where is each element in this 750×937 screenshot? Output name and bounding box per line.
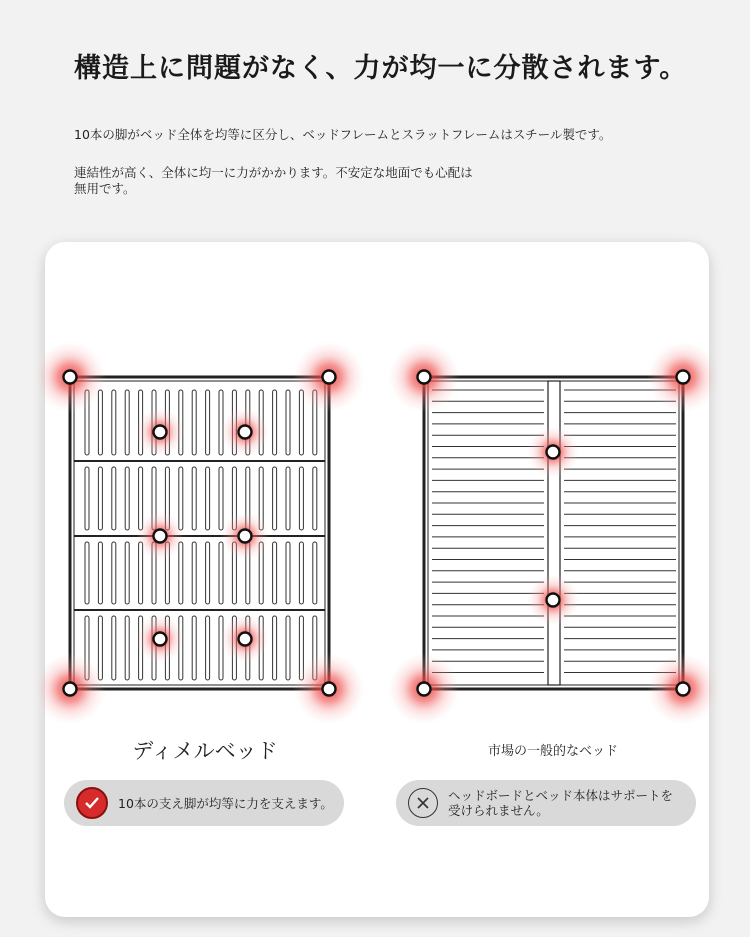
slat [219,616,223,680]
support-point-marker [647,653,719,725]
support-point-marker [221,615,269,663]
support-point-marker [221,512,269,560]
slat [273,616,277,680]
support-point-marker [34,341,106,413]
slat [313,542,317,604]
slat [273,542,277,604]
generic-bed-label: 市場の一般的なベッド [487,744,618,759]
dimel-feature-pill [64,780,344,826]
support-point-marker [293,653,365,725]
slat [125,467,129,530]
slat [98,467,102,530]
support-point-marker [136,408,184,456]
slat [219,390,223,455]
slat [299,542,303,604]
slat [286,542,290,604]
support-point-marker [527,574,579,626]
slat [273,390,277,455]
slat [125,390,129,455]
slat [206,390,210,455]
slat [299,467,303,530]
slat [98,542,102,604]
dimel-feature-text: 10本の支え脚が均等に力を支えます。 [118,795,333,811]
slat [192,467,196,530]
slat [192,390,196,455]
slat [98,390,102,455]
support-point-marker [293,341,365,413]
slat [273,467,277,530]
dimel-bed-label: ディメルベッド [132,739,278,763]
check-icon [76,787,108,819]
slat [85,467,89,530]
support-point-marker [527,426,579,478]
slat [286,390,290,455]
generic-bed-frame [424,377,683,689]
slat [206,467,210,530]
support-point-marker [34,653,106,725]
support-point-marker [388,341,460,413]
slat [112,542,116,604]
slat [192,542,196,604]
slat [112,616,116,680]
slat [179,542,183,604]
page-title: 構造上に問題がなく、力が均一に分散されます。 [74,53,688,84]
slat [286,467,290,530]
slat [286,616,290,680]
generic-feature-pill [396,780,696,826]
support-point-marker [136,615,184,663]
slat [125,542,129,604]
slat [192,616,196,680]
slat [85,542,89,604]
description-paragraph-2: 連結性が高く、全体に均一に力がかかります。不安定な地面でも心配は無用です。 [74,165,473,196]
slat [219,542,223,604]
cross-icon [408,788,438,818]
slat [219,467,223,530]
slat [206,542,210,604]
slat [125,616,129,680]
support-point-marker [136,512,184,560]
slat [179,467,183,530]
generic-feature-text: ヘッドボードとベッド本体はサポートを受けられません。 [448,788,674,818]
dimel-bed-frame [70,377,329,689]
support-point-marker [647,341,719,413]
slat [206,616,210,680]
slat [112,390,116,455]
support-point-marker [388,653,460,725]
slat [313,467,317,530]
support-point-marker [221,408,269,456]
slat [112,467,116,530]
description-paragraph-1: 10本の脚がベッド全体を均等に区分し、ベッドフレームとスラットフレームはスチール製です。 [74,127,612,142]
